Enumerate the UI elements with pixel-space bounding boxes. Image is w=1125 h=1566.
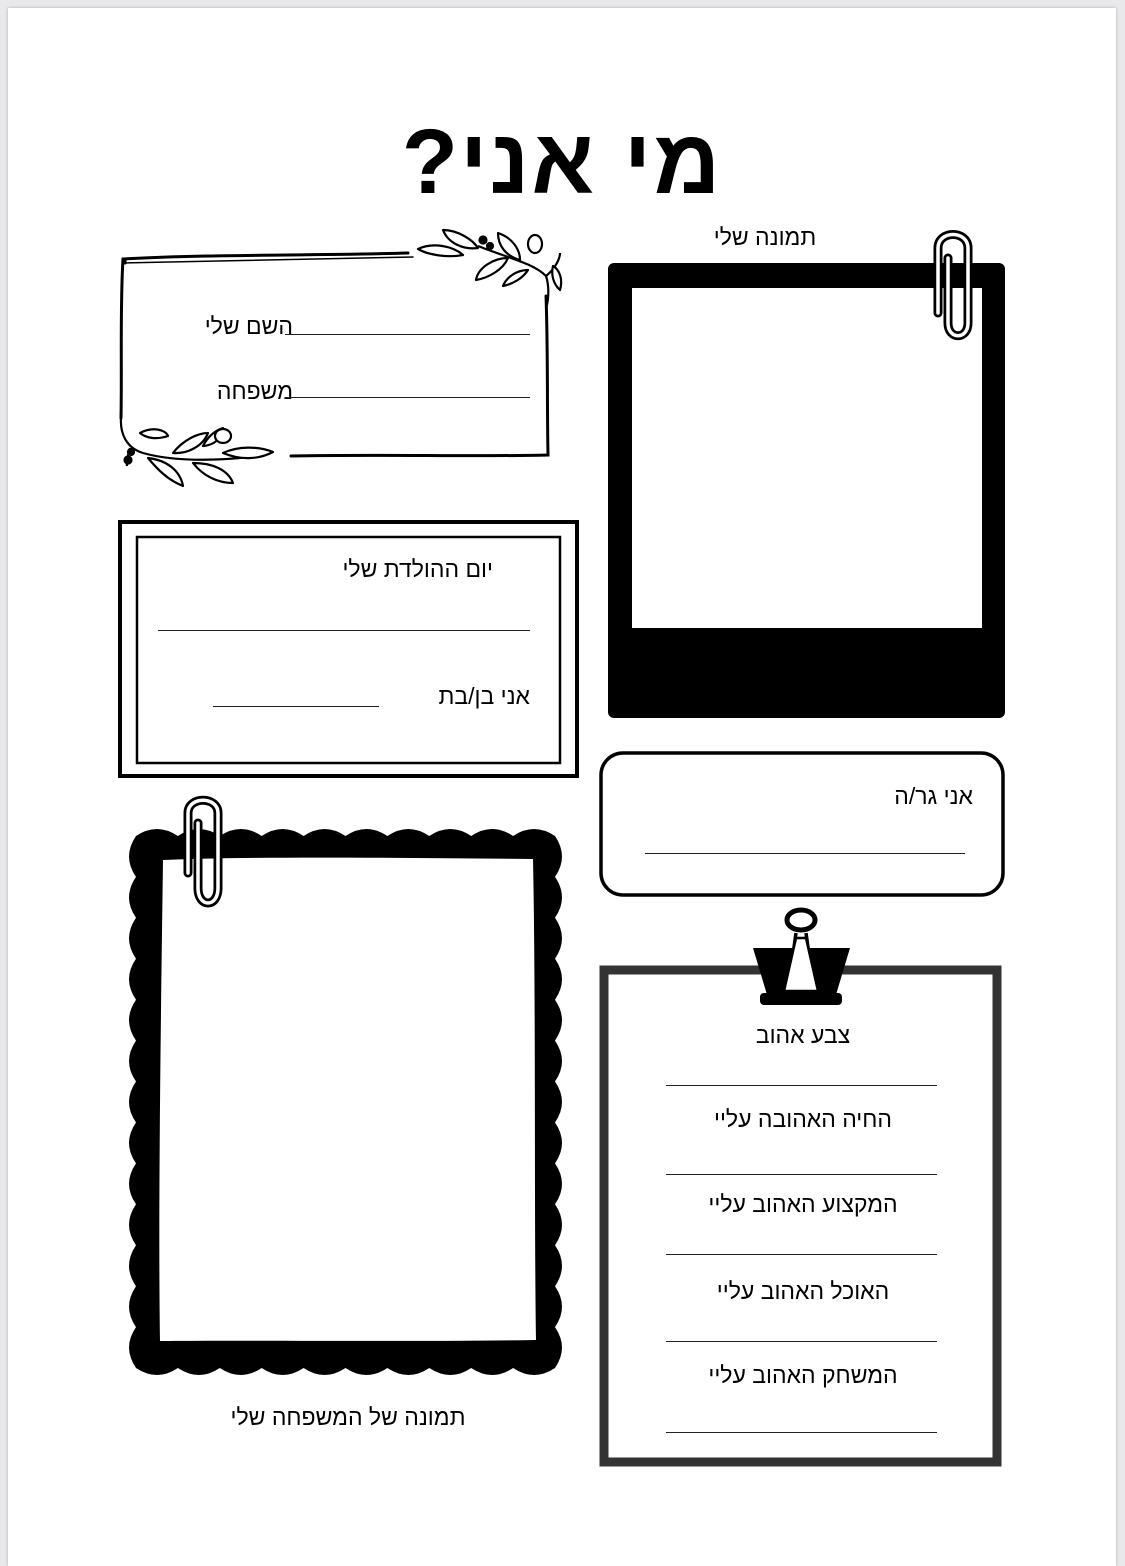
favorite-item-label: המקצוע האהוב עליי xyxy=(708,1191,898,1217)
photo-caption: תמונה שלי xyxy=(713,224,817,250)
gender-label: אני בן/בת xyxy=(438,683,530,709)
binder-clip-icon xyxy=(753,910,850,1005)
my-name-label: השם שלי xyxy=(204,313,293,339)
favorite-item-label: האוכל האהוב עליי xyxy=(716,1278,890,1304)
favorite-item-field[interactable] xyxy=(666,1432,937,1433)
live-label: אני גר/ה xyxy=(894,783,973,809)
favorite-item-label: המשחק האהוב עליי xyxy=(708,1362,898,1388)
leaf-branch-icon xyxy=(121,418,273,486)
leaf-branch-icon xyxy=(418,230,561,308)
family-label: משפחה xyxy=(216,378,293,404)
birthday-field[interactable] xyxy=(158,630,530,631)
worksheet-page xyxy=(8,8,1116,1566)
live-field[interactable] xyxy=(645,853,965,854)
favorite-item-field[interactable] xyxy=(666,1341,937,1342)
family-photo-frame xyxy=(129,829,562,1375)
favorite-item-field[interactable] xyxy=(666,1174,937,1175)
family-field[interactable] xyxy=(285,397,530,398)
family-photo-caption: תמונה של המשפחה שלי xyxy=(230,1404,466,1430)
favorite-item-field[interactable] xyxy=(666,1254,937,1255)
address-card-frame xyxy=(601,753,1003,895)
favorite-item-label: החיה האהובה עליי xyxy=(713,1106,892,1132)
favorite-item-field[interactable] xyxy=(666,1085,937,1086)
name-card-frame xyxy=(121,253,548,456)
gender-field[interactable] xyxy=(213,706,379,707)
my-name-field[interactable] xyxy=(285,334,530,335)
birthday-label: יום ההולדת שלי xyxy=(342,556,493,582)
page-title: מי אני? xyxy=(401,111,723,213)
favorite-item-label: צבע אהוב xyxy=(755,1022,851,1048)
